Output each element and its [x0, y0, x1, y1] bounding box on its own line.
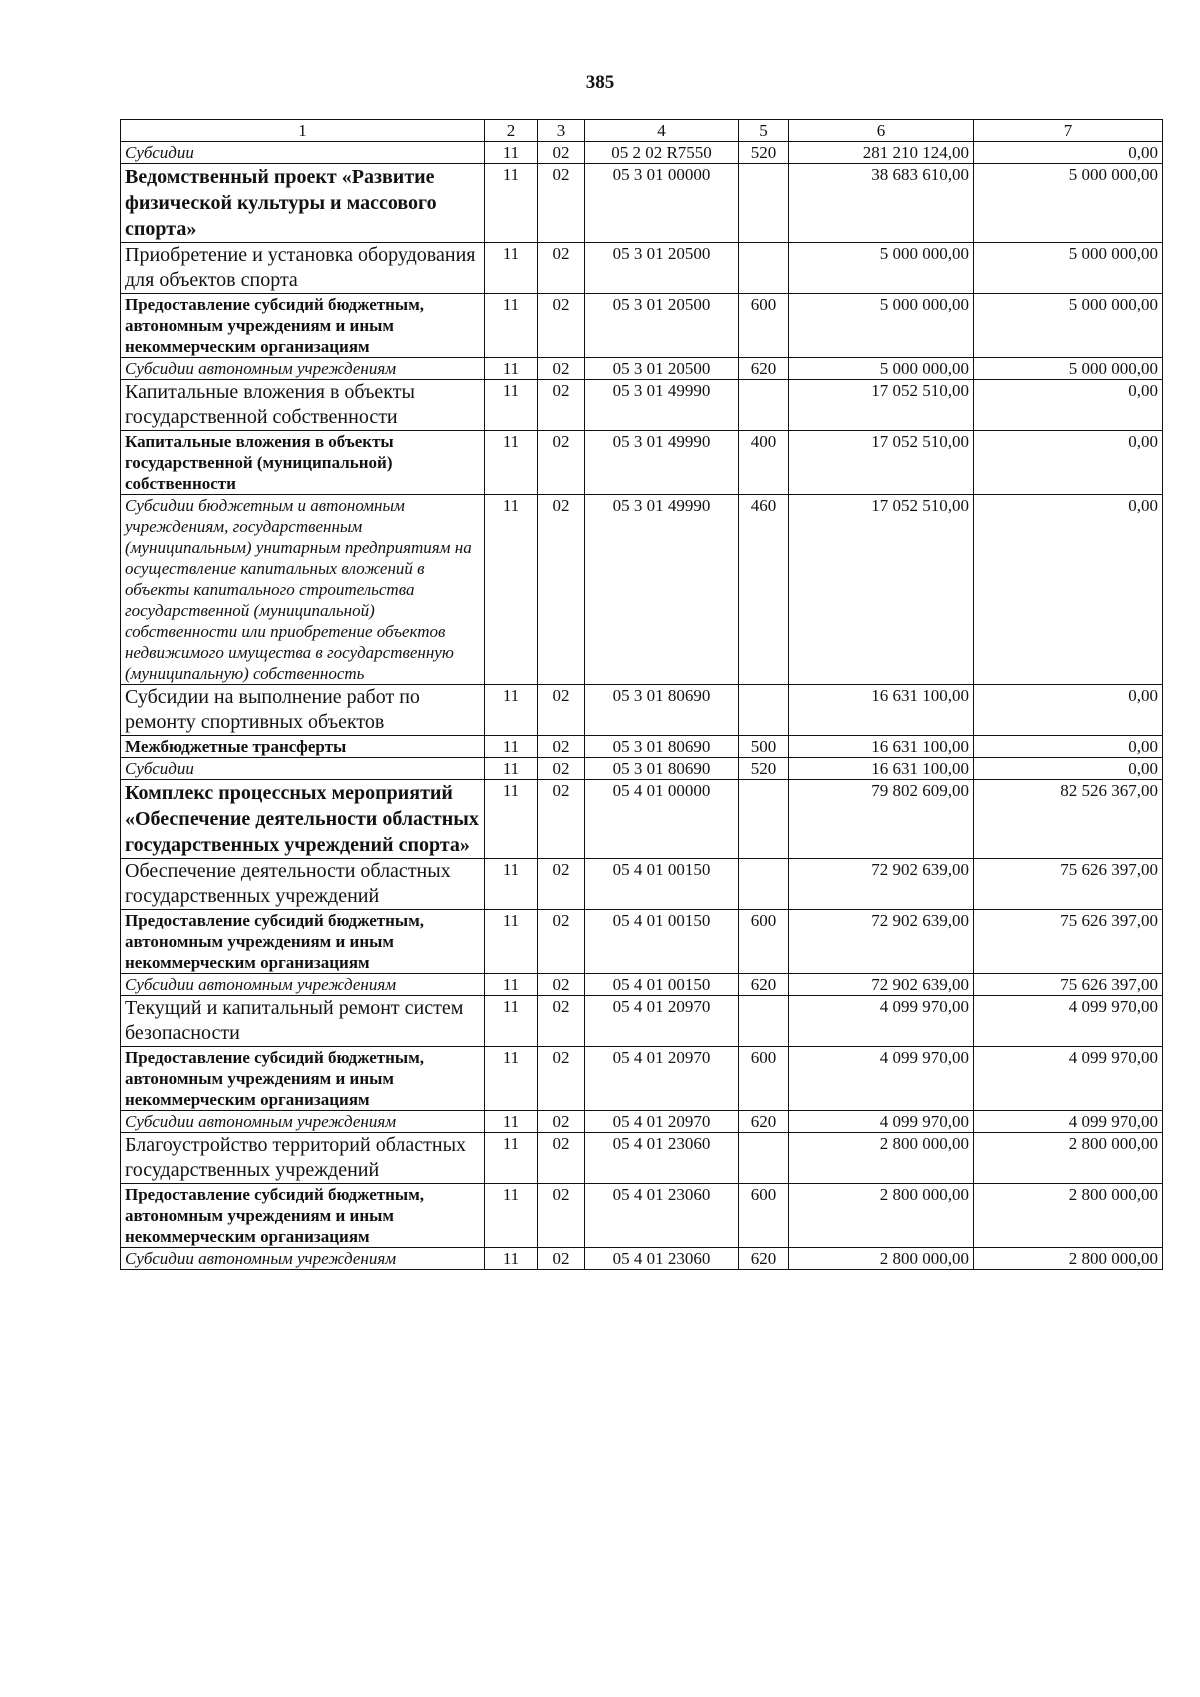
row-amount-year2: 5 000 000,00 — [974, 294, 1163, 358]
table-row — [121, 1184, 1163, 1248]
row-name: Ведомственный проект «Развитие физической культуры и массового спорта» — [121, 164, 485, 243]
row-expense-type — [739, 1133, 789, 1184]
row-amount-year2: 75 626 397,00 — [974, 859, 1163, 910]
table-row — [121, 758, 1163, 780]
row-section: 11 — [485, 859, 538, 910]
row-name: Субсидии автономным учреждениям — [121, 974, 485, 996]
row-amount-year2: 5 000 000,00 — [974, 358, 1163, 380]
row-name: Предоставление субсидий бюджетным, автономным учреждениям и иным некоммерческим организациям — [121, 1184, 485, 1248]
row-name: Капитальные вложения в объекты государственной собственности — [121, 380, 485, 431]
row-subsection: 02 — [538, 859, 585, 910]
row-expense-type — [739, 780, 789, 859]
row-amount-year1: 4 099 970,00 — [789, 996, 974, 1047]
row-amount-year1: 72 902 639,00 — [789, 859, 974, 910]
column-header: 7 — [974, 120, 1163, 142]
row-name: Благоустройство территорий областных государственных учреждений — [121, 1133, 485, 1184]
row-amount-year2: 5 000 000,00 — [974, 243, 1163, 294]
row-target-code: 05 4 01 00150 — [585, 910, 739, 974]
table-row — [121, 495, 1163, 685]
row-subsection: 02 — [538, 142, 585, 164]
row-amount-year1: 72 902 639,00 — [789, 910, 974, 974]
row-subsection: 02 — [538, 380, 585, 431]
row-subsection: 02 — [538, 758, 585, 780]
table-header-row — [121, 120, 1163, 142]
table-row — [121, 736, 1163, 758]
row-subsection: 02 — [538, 1248, 585, 1270]
row-name: Субсидии автономным учреждениям — [121, 1111, 485, 1133]
column-header: 3 — [538, 120, 585, 142]
row-name: Предоставление субсидий бюджетным, автономным учреждениям и иным некоммерческим организациям — [121, 294, 485, 358]
row-section: 11 — [485, 142, 538, 164]
row-amount-year2: 2 800 000,00 — [974, 1184, 1163, 1248]
row-target-code: 05 4 01 23060 — [585, 1248, 739, 1270]
row-subsection: 02 — [538, 294, 585, 358]
row-amount-year1: 79 802 609,00 — [789, 780, 974, 859]
row-amount-year2: 0,00 — [974, 736, 1163, 758]
row-expense-type: 600 — [739, 294, 789, 358]
row-target-code: 05 3 01 49990 — [585, 495, 739, 685]
row-target-code: 05 3 01 80690 — [585, 736, 739, 758]
row-name: Приобретение и установка оборудования для объектов спорта — [121, 243, 485, 294]
row-amount-year2: 4 099 970,00 — [974, 1111, 1163, 1133]
row-target-code: 05 3 01 20500 — [585, 294, 739, 358]
table-row — [121, 358, 1163, 380]
row-amount-year2: 75 626 397,00 — [974, 974, 1163, 996]
table-row — [121, 780, 1163, 859]
row-subsection: 02 — [538, 164, 585, 243]
row-amount-year2: 0,00 — [974, 495, 1163, 685]
row-section: 11 — [485, 243, 538, 294]
row-name: Субсидии — [121, 758, 485, 780]
column-header: 4 — [585, 120, 739, 142]
row-amount-year1: 4 099 970,00 — [789, 1047, 974, 1111]
row-subsection: 02 — [538, 736, 585, 758]
row-section: 11 — [485, 495, 538, 685]
row-expense-type — [739, 243, 789, 294]
table-body — [121, 142, 1163, 1270]
row-expense-type — [739, 380, 789, 431]
row-expense-type: 620 — [739, 1248, 789, 1270]
row-expense-type: 620 — [739, 974, 789, 996]
row-target-code: 05 4 01 20970 — [585, 1047, 739, 1111]
row-target-code: 05 3 01 20500 — [585, 243, 739, 294]
column-header: 6 — [789, 120, 974, 142]
row-subsection: 02 — [538, 1133, 585, 1184]
row-section: 11 — [485, 974, 538, 996]
table-row — [121, 243, 1163, 294]
row-name: Текущий и капитальный ремонт систем безопасности — [121, 996, 485, 1047]
row-section: 11 — [485, 910, 538, 974]
row-amount-year2: 0,00 — [974, 142, 1163, 164]
row-amount-year1: 2 800 000,00 — [789, 1184, 974, 1248]
row-amount-year1: 16 631 100,00 — [789, 758, 974, 780]
row-expense-type: 500 — [739, 736, 789, 758]
row-target-code: 05 4 01 23060 — [585, 1184, 739, 1248]
row-amount-year1: 72 902 639,00 — [789, 974, 974, 996]
table-row — [121, 685, 1163, 736]
row-subsection: 02 — [538, 685, 585, 736]
row-amount-year1: 2 800 000,00 — [789, 1133, 974, 1184]
row-amount-year1: 17 052 510,00 — [789, 380, 974, 431]
row-subsection: 02 — [538, 243, 585, 294]
row-target-code: 05 3 01 49990 — [585, 380, 739, 431]
row-name: Субсидии автономным учреждениям — [121, 1248, 485, 1270]
row-subsection: 02 — [538, 974, 585, 996]
row-amount-year2: 0,00 — [974, 380, 1163, 431]
row-target-code: 05 3 01 00000 — [585, 164, 739, 243]
row-expense-type — [739, 859, 789, 910]
row-target-code: 05 4 01 23060 — [585, 1133, 739, 1184]
table-row — [121, 380, 1163, 431]
row-name: Межбюджетные трансферты — [121, 736, 485, 758]
row-amount-year1: 16 631 100,00 — [789, 685, 974, 736]
row-amount-year2: 0,00 — [974, 685, 1163, 736]
table-row — [121, 294, 1163, 358]
row-expense-type — [739, 996, 789, 1047]
row-section: 11 — [485, 780, 538, 859]
row-name: Обеспечение деятельности областных государственных учреждений — [121, 859, 485, 910]
row-expense-type: 520 — [739, 758, 789, 780]
row-expense-type: 620 — [739, 358, 789, 380]
row-section: 11 — [485, 380, 538, 431]
row-amount-year2: 2 800 000,00 — [974, 1248, 1163, 1270]
table-row — [121, 859, 1163, 910]
row-name: Субсидии бюджетным и автономным учреждениям, государственным (муниципальным) унитарным предприятиям на осуществление капитальных вложений в объекты капитального строительства государственной (муниципальной) собственности или приобретение объектов недвижимого имущества в государственную (муниципальную) собственность — [121, 495, 485, 685]
row-target-code: 05 4 01 20970 — [585, 1111, 739, 1133]
row-section: 11 — [485, 685, 538, 736]
row-name: Субсидии автономным учреждениям — [121, 358, 485, 380]
column-header: 2 — [485, 120, 538, 142]
table-row — [121, 1248, 1163, 1270]
table-row — [121, 142, 1163, 164]
row-target-code: 05 3 01 80690 — [585, 758, 739, 780]
row-expense-type: 620 — [739, 1111, 789, 1133]
row-amount-year1: 4 099 970,00 — [789, 1111, 974, 1133]
row-section: 11 — [485, 294, 538, 358]
table-row — [121, 164, 1163, 243]
budget-table — [120, 119, 1163, 1270]
row-section: 11 — [485, 164, 538, 243]
row-expense-type: 600 — [739, 1047, 789, 1111]
row-amount-year2: 4 099 970,00 — [974, 996, 1163, 1047]
row-target-code: 05 4 01 20970 — [585, 996, 739, 1047]
row-section: 11 — [485, 736, 538, 758]
row-subsection: 02 — [538, 358, 585, 380]
row-target-code: 05 2 02 R7550 — [585, 142, 739, 164]
row-target-code: 05 4 01 00000 — [585, 780, 739, 859]
row-section: 11 — [485, 1047, 538, 1111]
row-target-code: 05 3 01 20500 — [585, 358, 739, 380]
row-amount-year2: 5 000 000,00 — [974, 164, 1163, 243]
row-section: 11 — [485, 758, 538, 780]
row-amount-year2: 75 626 397,00 — [974, 910, 1163, 974]
row-amount-year1: 17 052 510,00 — [789, 431, 974, 495]
row-section: 11 — [485, 1184, 538, 1248]
row-expense-type: 600 — [739, 910, 789, 974]
row-expense-type: 600 — [739, 1184, 789, 1248]
row-amount-year1: 5 000 000,00 — [789, 294, 974, 358]
row-amount-year1: 5 000 000,00 — [789, 358, 974, 380]
row-subsection: 02 — [538, 780, 585, 859]
table-row — [121, 1111, 1163, 1133]
row-section: 11 — [485, 1111, 538, 1133]
table-row — [121, 1047, 1163, 1111]
row-subsection: 02 — [538, 495, 585, 685]
column-header: 5 — [739, 120, 789, 142]
row-target-code: 05 3 01 49990 — [585, 431, 739, 495]
row-amount-year2: 2 800 000,00 — [974, 1133, 1163, 1184]
row-section: 11 — [485, 996, 538, 1047]
row-target-code: 05 4 01 00150 — [585, 974, 739, 996]
row-expense-type: 400 — [739, 431, 789, 495]
row-name: Капитальные вложения в объекты государственной (муниципальной) собственности — [121, 431, 485, 495]
row-expense-type — [739, 685, 789, 736]
row-name: Субсидии — [121, 142, 485, 164]
row-expense-type — [739, 164, 789, 243]
row-subsection: 02 — [538, 996, 585, 1047]
row-amount-year2: 82 526 367,00 — [974, 780, 1163, 859]
row-amount-year2: 4 099 970,00 — [974, 1047, 1163, 1111]
row-subsection: 02 — [538, 1184, 585, 1248]
row-subsection: 02 — [538, 1047, 585, 1111]
table-row — [121, 1133, 1163, 1184]
row-amount-year1: 5 000 000,00 — [789, 243, 974, 294]
column-header: 1 — [121, 120, 485, 142]
row-amount-year2: 0,00 — [974, 431, 1163, 495]
row-section: 11 — [485, 431, 538, 495]
row-name: Комплекс процессных мероприятий «Обеспечение деятельности областных государственных учреждений спорта» — [121, 780, 485, 859]
row-section: 11 — [485, 358, 538, 380]
row-name: Предоставление субсидий бюджетным, автономным учреждениям и иным некоммерческим организациям — [121, 1047, 485, 1111]
row-section: 11 — [485, 1248, 538, 1270]
table-row — [121, 431, 1163, 495]
table-row — [121, 910, 1163, 974]
row-subsection: 02 — [538, 431, 585, 495]
table-row — [121, 974, 1163, 996]
row-subsection: 02 — [538, 910, 585, 974]
row-amount-year1: 17 052 510,00 — [789, 495, 974, 685]
row-name: Субсидии на выполнение работ по ремонту спортивных объектов — [121, 685, 485, 736]
row-expense-type: 520 — [739, 142, 789, 164]
row-section: 11 — [485, 1133, 538, 1184]
table-row — [121, 996, 1163, 1047]
row-amount-year1: 16 631 100,00 — [789, 736, 974, 758]
page-number: 385 — [585, 72, 615, 93]
row-target-code: 05 3 01 80690 — [585, 685, 739, 736]
row-name: Предоставление субсидий бюджетным, автономным учреждениям и иным некоммерческим организациям — [121, 910, 485, 974]
row-amount-year1: 2 800 000,00 — [789, 1248, 974, 1270]
row-subsection: 02 — [538, 1111, 585, 1133]
row-amount-year1: 281 210 124,00 — [789, 142, 974, 164]
row-amount-year2: 0,00 — [974, 758, 1163, 780]
row-target-code: 05 4 01 00150 — [585, 859, 739, 910]
row-amount-year1: 38 683 610,00 — [789, 164, 974, 243]
row-expense-type: 460 — [739, 495, 789, 685]
